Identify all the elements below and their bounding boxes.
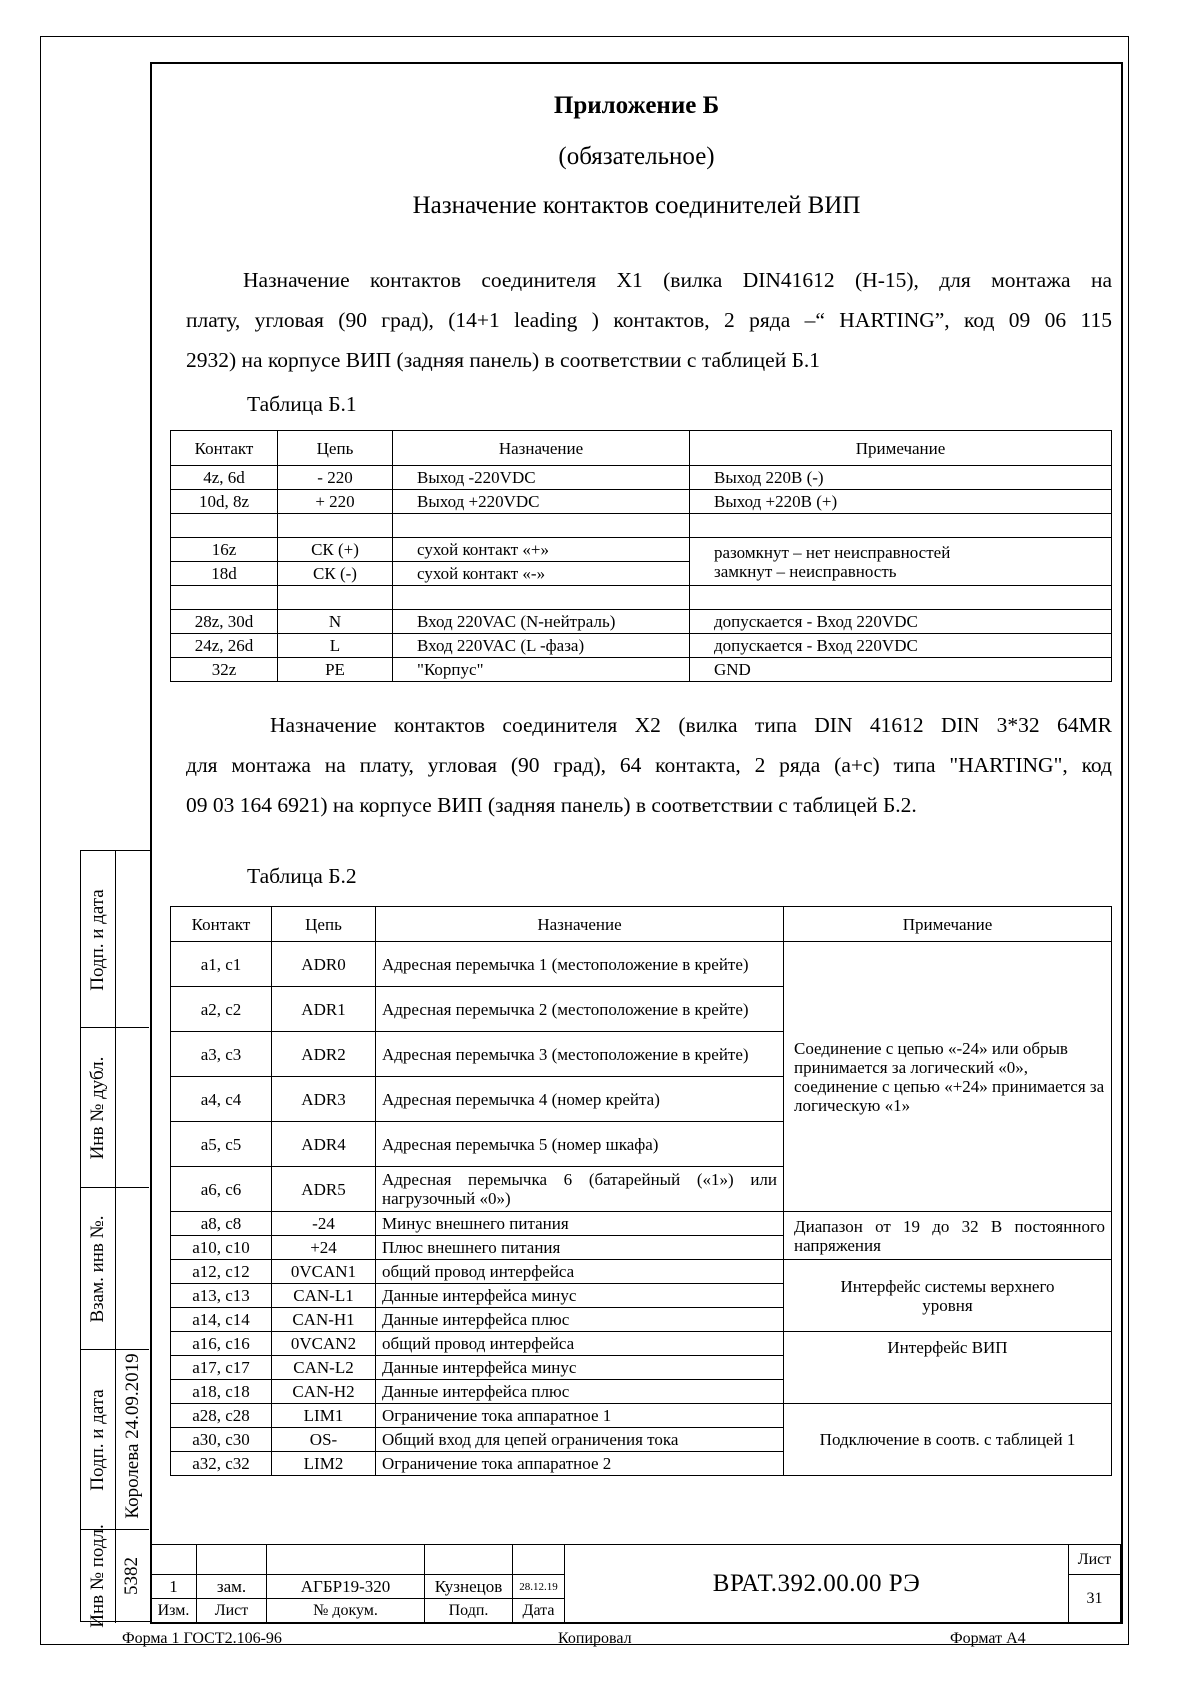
cell: ADR5 (272, 1167, 376, 1212)
header-cell: Назначение (393, 431, 690, 466)
cell: L (278, 634, 393, 658)
table-header-row (171, 907, 1112, 942)
header-cell: Примечание (784, 907, 1112, 942)
table-b1 (170, 430, 1112, 682)
cell: a17, c17 (171, 1356, 272, 1380)
header-cell: Примечание (690, 431, 1112, 466)
cell: CAN-L2 (272, 1356, 376, 1380)
cell: Данные интерфейса плюс (376, 1380, 784, 1404)
cell: Адресная перемычка 3 (местоположение в крейте) (376, 1032, 784, 1077)
side-signer: Королева 24.09.2019 (122, 1353, 143, 1519)
cell: ADR0 (272, 942, 376, 987)
table-row (171, 658, 1112, 682)
cell: Данные интерфейса минус (376, 1284, 784, 1308)
paragraph-line: Назначение контактов соединителя X1 (вилка DIN41612 (H-15), для монтажа на (243, 268, 1112, 292)
appendix-section-title: Назначение контактов соединителей ВИП (412, 192, 861, 219)
cell: Выход +220VDC (393, 490, 690, 514)
table-row (171, 1332, 1112, 1356)
cell: Адресная перемычка 2 (местоположение в крейте) (376, 987, 784, 1032)
cell: Плюс внешнего питания (376, 1236, 784, 1260)
cell: 4z, 6d (171, 466, 278, 490)
cell: ADR4 (272, 1122, 376, 1167)
table-b2 (170, 906, 1112, 1476)
cell: Адресная перемычка 6 (батарейный («1») или нагрузочный «0») (376, 1167, 784, 1212)
title-block (150, 1544, 1121, 1622)
change-date: 28.12.19 (513, 1575, 565, 1599)
change-doc-number: АГБР19-320 (267, 1575, 425, 1599)
note-current-limit: Подключение в соотв. с таблицей 1 (784, 1404, 1112, 1476)
cell: Выход 220В (-) (690, 466, 1112, 490)
cell: Данные интерфейса минус (376, 1356, 784, 1380)
table-row (171, 490, 1112, 514)
table-row (171, 538, 1112, 562)
cell: СК (+) (278, 538, 393, 562)
cell: ADR2 (272, 1032, 376, 1077)
cell: CAN-H1 (272, 1308, 376, 1332)
sheet-number: 31 (1069, 1575, 1121, 1623)
table-row (171, 514, 1112, 538)
side-divider (115, 851, 116, 1623)
cell: + 220 (278, 490, 393, 514)
cell: СК (-) (278, 562, 393, 586)
cell: 16z (171, 538, 278, 562)
cell: a10, c10 (171, 1236, 272, 1260)
cell: N (278, 610, 393, 634)
cell: ADR1 (272, 987, 376, 1032)
table2-caption: Таблица Б.2 (247, 864, 357, 888)
cell: Адресная перемычка 4 (номер крейта) (376, 1077, 784, 1122)
stamp-cell (267, 1545, 425, 1575)
table-header-row (171, 431, 1112, 466)
cell (393, 586, 690, 610)
table-row (171, 1260, 1112, 1284)
paragraph-x1 (186, 260, 1112, 380)
header-cell: Контакт (171, 907, 272, 942)
cell: a4, c4 (171, 1077, 272, 1122)
cell: общий провод интерфейса (376, 1332, 784, 1356)
appendix-title: Приложение Б (553, 92, 720, 119)
header-izm: Изм. (151, 1599, 197, 1623)
cell: Выход -220VDC (393, 466, 690, 490)
cell: 32z (171, 658, 278, 682)
cell: Вход 220VAC (N-нейтраль) (393, 610, 690, 634)
cell: a5, c5 (171, 1122, 272, 1167)
stamp-cell (151, 1545, 197, 1575)
cell: a6, c6 (171, 1167, 272, 1212)
appendix-status: (обязательное) (558, 143, 715, 170)
table-row (171, 586, 1112, 610)
cell: PE (278, 658, 393, 682)
cell: GND (690, 658, 1112, 682)
cell (171, 586, 278, 610)
cell (278, 586, 393, 610)
header-sign: Подп. (425, 1599, 513, 1623)
side-label-sign-date-2: Подп. и дата (87, 1389, 108, 1491)
paragraph-line: 2932) на корпусе ВИП (задняя панель) в соответствии с таблицей Б.1 (186, 348, 821, 372)
stamp-cell (513, 1545, 565, 1575)
cell: Адресная перемычка 1 (местоположение в крейте) (376, 942, 784, 987)
cell: a1, c1 (171, 942, 272, 987)
cell: 24z, 26d (171, 634, 278, 658)
cell: - 220 (278, 466, 393, 490)
cell: Вход 220VAC (L -фаза) (393, 634, 690, 658)
cell: a13, c13 (171, 1284, 272, 1308)
header-doc: № докум. (267, 1599, 425, 1623)
cell: 18d (171, 562, 278, 586)
sheet-label: Лист (1069, 1545, 1121, 1575)
cell: a3, c3 (171, 1032, 272, 1077)
paragraph-line: Назначение контактов соединителя X2 (вилка типа DIN 41612 DIN 3*32 64MR (270, 713, 1112, 737)
table-row (171, 610, 1112, 634)
cell: CAN-H2 (272, 1380, 376, 1404)
header-cell: Цепь (278, 431, 393, 466)
stamp-cell (425, 1545, 513, 1575)
cell: a8, c8 (171, 1212, 272, 1236)
table-row (171, 466, 1112, 490)
cell: 0VCAN2 (272, 1332, 376, 1356)
cell: a14, c14 (171, 1308, 272, 1332)
header-cell: Контакт (171, 431, 278, 466)
cell: a12, c12 (171, 1260, 272, 1284)
side-label-vzam-inv: Взам. инв №. (87, 1215, 108, 1323)
note-address-jumpers: Соединение с цепью «-24» или обрыв принимается за логический «0», соединение с цепью «+24» принимается за логическую «1» (784, 942, 1112, 1212)
document-designation: ВРАТ.392.00.00 РЭ (565, 1545, 1069, 1623)
paragraph-x2 (186, 705, 1112, 825)
note-line: замкнут – неисправность (714, 561, 897, 581)
cell: -24 (272, 1212, 376, 1236)
table-row (171, 942, 1112, 987)
header-list: Лист (197, 1599, 267, 1623)
side-inv-number: 5382 (121, 1557, 142, 1595)
change-signer: Кузнецов (425, 1575, 513, 1599)
cell: CAN-L1 (272, 1284, 376, 1308)
cell: Адресная перемычка 5 (номер шкафа) (376, 1122, 784, 1167)
header-date: Дата (513, 1599, 565, 1623)
cell: сухой контакт «+» (393, 538, 690, 562)
side-stamp (80, 850, 150, 1628)
paragraph-line: для монтажа на плату, угловая (90 град), 64 контакта, 2 ряда (a+c) типа "HARTING", код (186, 753, 1112, 777)
cell: OS- (272, 1428, 376, 1452)
cell (690, 514, 1112, 538)
cell: 28z, 30d (171, 610, 278, 634)
cell: LIM1 (272, 1404, 376, 1428)
cell: допускается - Вход 220VDC (690, 634, 1112, 658)
cell: допускается - Вход 220VDC (690, 610, 1112, 634)
cell-note-dry-contact (690, 538, 1112, 586)
note-power-range: Диапазон от 19 до 32 В постоянного напряжения (784, 1212, 1112, 1260)
cell: 0VCAN1 (272, 1260, 376, 1284)
footer-format: Формат А4 (950, 1630, 1026, 1647)
cell: Ограничение тока аппаратное 1 (376, 1404, 784, 1428)
cell: a32, c32 (171, 1452, 272, 1476)
side-label-inv-dubl: Инв № дубл. (87, 1056, 108, 1160)
footer-copied: Копировал (558, 1630, 632, 1647)
title-block-table (150, 1544, 1121, 1623)
table-row (171, 634, 1112, 658)
table1-caption: Таблица Б.1 (247, 392, 357, 416)
change-number: 1 (151, 1575, 197, 1599)
cell: a18, c18 (171, 1380, 272, 1404)
cell: a2, c2 (171, 987, 272, 1032)
cell: Данные интерфейса плюс (376, 1308, 784, 1332)
cell (393, 514, 690, 538)
note-vip-interface: Интерфейс ВИП (784, 1332, 1112, 1404)
change-kind: зам. (197, 1575, 267, 1599)
side-label-sign-date: Подп. и дата (87, 889, 108, 991)
cell: +24 (272, 1236, 376, 1260)
cell (171, 514, 278, 538)
header-cell: Назначение (376, 907, 784, 942)
cell: 10d, 8z (171, 490, 278, 514)
stamp-cell (197, 1545, 267, 1575)
side-label-inv-podl: Инв № подл. (87, 1524, 108, 1628)
cell: общий провод интерфейса (376, 1260, 784, 1284)
paragraph-line: плату, угловая (90 град), (14+1 leading ) контактов, 2 ряда –“ HARTING”, код 09 06 115 (186, 308, 1112, 332)
table-row (171, 1404, 1112, 1428)
cell: "Корпус" (393, 658, 690, 682)
cell: a16, c16 (171, 1332, 272, 1356)
cell: сухой контакт «-» (393, 562, 690, 586)
cell: Выход +220В (+) (690, 490, 1112, 514)
cell: Минус внешнего питания (376, 1212, 784, 1236)
cell: LIM2 (272, 1452, 376, 1476)
cell (278, 514, 393, 538)
cell: ADR3 (272, 1077, 376, 1122)
note-upper-interface: Интерфейс системы верхнего уровня (784, 1260, 1112, 1332)
table-row (171, 1212, 1112, 1236)
cell: Общий вход для цепей ограничения тока (376, 1428, 784, 1452)
cell: a30, c30 (171, 1428, 272, 1452)
header-cell: Цепь (272, 907, 376, 942)
cell: a28, c28 (171, 1404, 272, 1428)
note-line: разомкнут – нет неисправностей (714, 542, 951, 562)
footer-form: Форма 1 ГОСТ2.106-96 (122, 1630, 282, 1647)
paragraph-line: 09 03 164 6921) на корпусе ВИП (задняя панель) в соответствии с таблицей Б.2. (186, 793, 917, 817)
cell (690, 586, 1112, 610)
cell: Ограничение тока аппаратное 2 (376, 1452, 784, 1476)
